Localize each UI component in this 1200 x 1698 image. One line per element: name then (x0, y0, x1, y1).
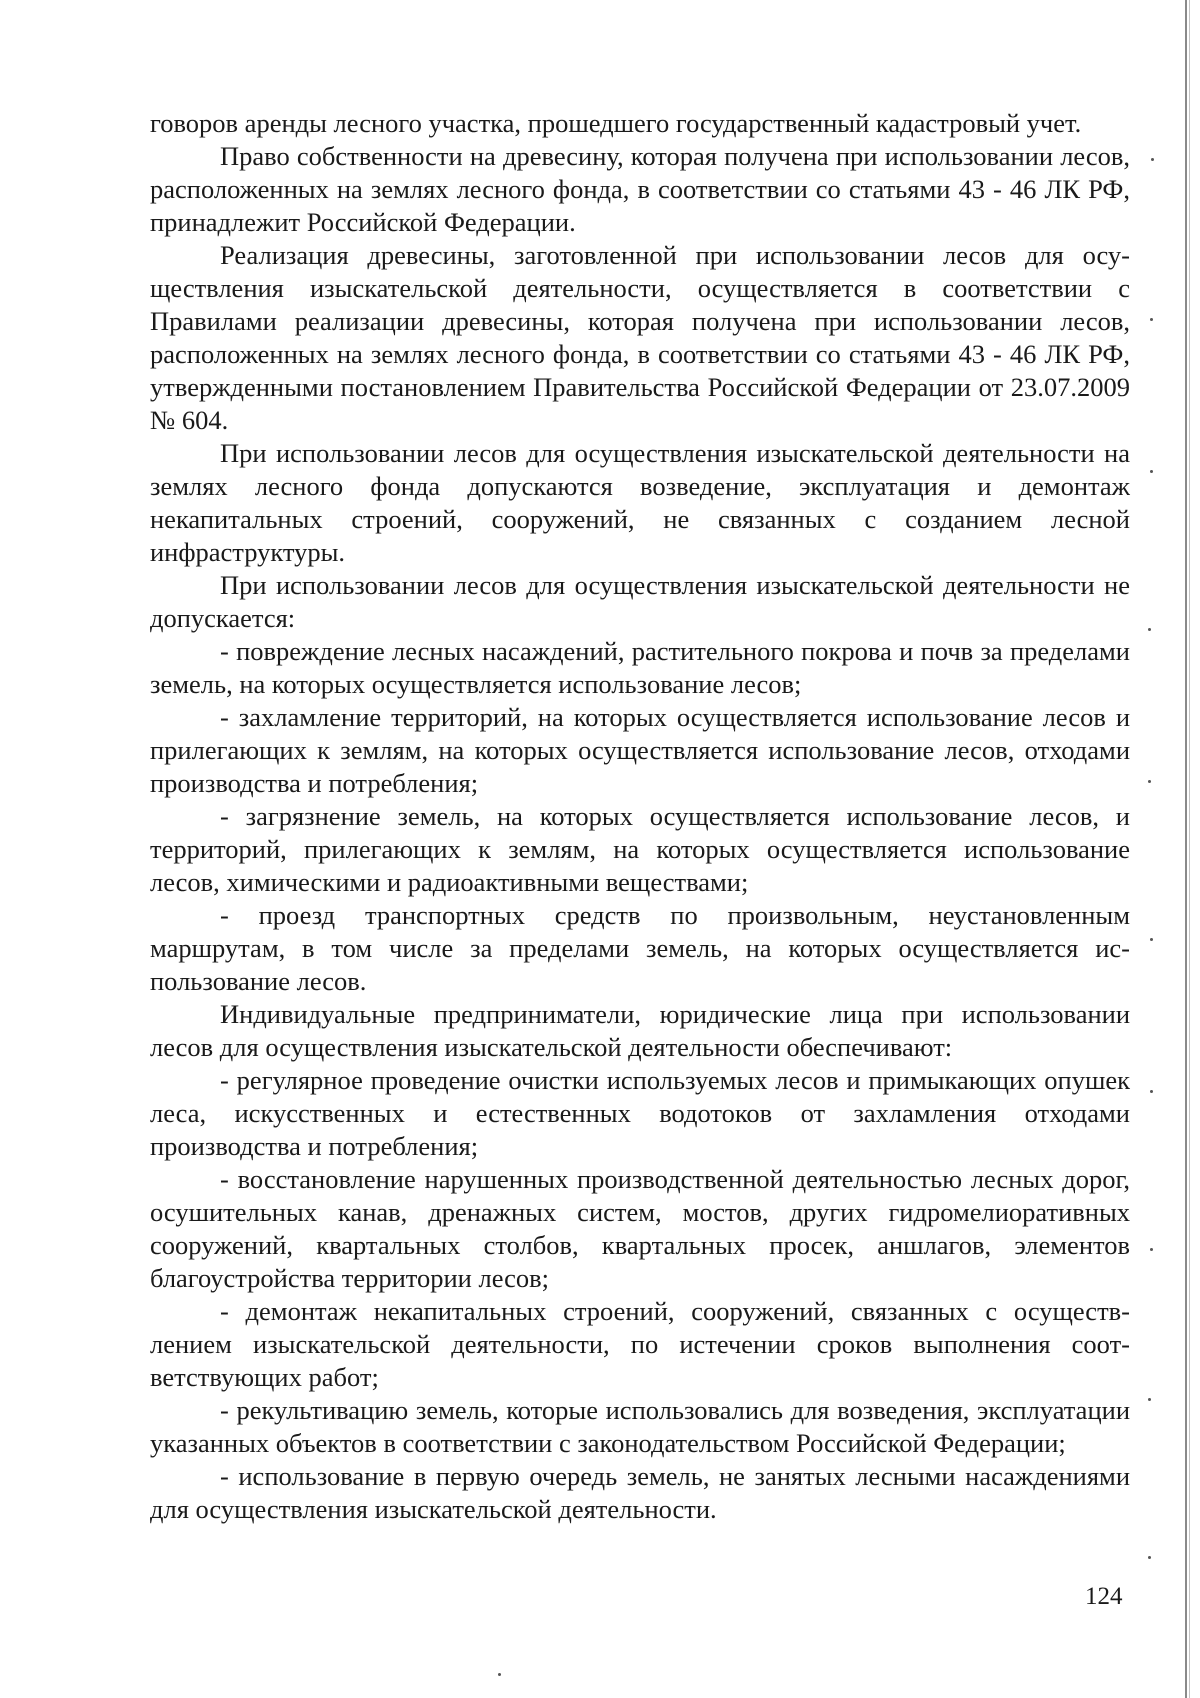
scan-speck (1150, 1090, 1153, 1093)
scan-speck (1150, 470, 1153, 473)
paragraph-prohibitions-intro: При использовании лесов для осуществления изыскательской деятельности не допускается: (150, 570, 1130, 633)
scan-page-edge-shadow (1189, 0, 1190, 1698)
paragraph-allowed-construction: При использовании лесов для осуществления изыскательской деятельности на землях лесного фонда допускаются возведение, эксплуатация и демонтаж некапитальных строений, сооружений, не связанных с созданием лесной инфраструктуры. (150, 438, 1130, 567)
page-number: 124 (1085, 1583, 1123, 1610)
document-body (150, 107, 1130, 1526)
list-item-cleaning: - регулярное проведение очистки используемых лесов и примыкающих опушек леса, искусственных и естественных водотоков от захламления отходами производства и потребления; (150, 1065, 1130, 1161)
list-item-littering: - захламление территорий, на которых осуществляется использование лесов и прилегающих к землям, на которых осуществляется использование лесов, отходами производства и потребления; (150, 702, 1130, 798)
paragraph-continuation: говоров аренды лесного участка, прошедшего государственный кадастровый учет. (150, 108, 1082, 138)
list-item-restoration: - восстановление нарушенных производственной деятельностью лесных дорог, осушительных канав, дренажных систем, мостов, других гидромелиоративных сооружений, квартальных столбов, квартальных просек, аншлагов, элементов благоустройства территории лесов; (150, 1164, 1130, 1293)
scan-speck (1151, 158, 1154, 161)
list-item-damage: - повреждение лесных насаждений, растительного покрова и почв за пределами земель, на которых осуществляется использование лесов; (150, 636, 1130, 699)
scan-speck (1148, 780, 1151, 783)
list-item-recultivation: - рекультивацию земель, которые использовались для возведения, эксплуатации указанных объектов в соответствии с законодательством Российской Федерации; (150, 1395, 1130, 1458)
scan-speck (1148, 1556, 1151, 1559)
scan-speck (1148, 628, 1151, 631)
scan-speck (498, 1673, 501, 1676)
scan-speck (1148, 1398, 1151, 1401)
paragraph-obligations-intro: Индивидуальные предприниматели, юридические лица при использовании лесов для осуществления изыскательской деятельности обеспечивают: (150, 999, 1130, 1062)
paragraph-ownership: Право собственности на древесину, которая получена при использовании лесов, расположенных на землях лесного фонда, в соответствии со статьями 43 - 46 ЛК РФ, принадлежит Российской Федерации. (150, 141, 1130, 237)
scan-page-edge (1185, 0, 1187, 1698)
paragraph-timber-sale: Реализация древесины, заготовленной при использовании лесов для осуществления изыскательской деятельности, осуществляется в соответствии с Правилами реализации древесины, которая получена при использовании лесов, расположенных на землях лесного фонда, в соответствии со статьями 43 - 46 ЛК РФ, утвержденными постановлением Правительства Российской Федерации от 23.07.2009 № 604. (150, 240, 1130, 435)
list-item-dismantling: - демонтаж некапитальных строений, сооружений, связанных с осуществлением изыскательской деятельности, по истечении сроков выполнения соответствующих работ; (150, 1296, 1130, 1392)
list-item-pollution: - загрязнение земель, на которых осуществляется использование лесов, и территорий, прилегающих к землям, на которых осуществляется использование лесов, химическими и радиоактивными веществами; (150, 801, 1130, 897)
scan-speck (1150, 318, 1153, 321)
scan-speck (1150, 1248, 1153, 1251)
scan-speck (1150, 938, 1153, 941)
list-item-land-use: - использование в первую очередь земель, не занятых лесными насаждениями для осуществления изыскательской деятельности. (150, 1461, 1130, 1524)
list-item-vehicles: - проезд транспортных средств по произвольным, неустановленным маршрутам, в том числе за пределами земель, на которых осуществляется использование лесов. (150, 900, 1130, 996)
